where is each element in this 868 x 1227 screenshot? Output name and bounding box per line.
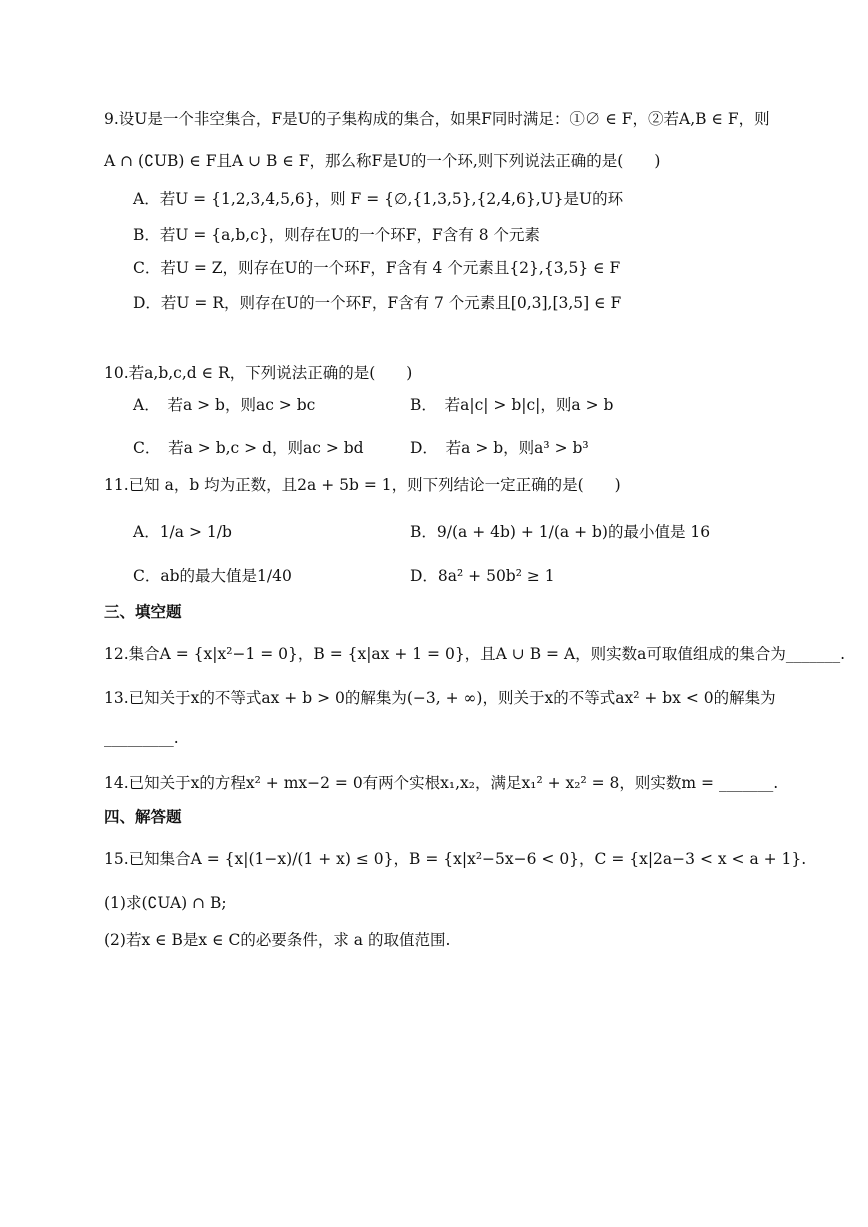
q9-line2: A ∩ (∁UB) ∈ F且A ∪ B ∈ F，那么称F是U的一个环,则下列说法正确的是( ) xyxy=(104,152,661,170)
q9-option-c: C．若U = Z，则存在U的一个环F，F含有 4 个元素且{2},{3,5} ∈ F xyxy=(133,259,621,277)
q14-text: 14.已知关于x的方程x² + mx−2 = 0有两个实根x₁,x₂，满足x₁² + x₂² = 8，则实数m = _______. xyxy=(104,774,779,792)
q12-text: 12.集合A = {x|x²−1 = 0}，B = {x|ax + 1 = 0}，且A ∪ B = A，则实数a可取值组成的集合为_______. xyxy=(104,645,846,663)
q10-option-d: D． 若a > b，则a³ > b³ xyxy=(410,439,589,457)
q15-part2: (2)若x ∈ B是x ∈ C的必要条件，求 a 的取值范围. xyxy=(104,931,451,949)
q11-option-a: A．1/a > 1/b xyxy=(133,523,232,541)
section-heading-fill-in: 三、填空题 xyxy=(104,603,182,621)
q11-option-d: D．8a² + 50b² ≥ 1 xyxy=(410,567,555,585)
q10-option-c: C． 若a > b,c > d，则ac > bd xyxy=(133,439,364,457)
q11-option-b: B．9/(a + 4b) + 1/(a + b)的最小值是 16 xyxy=(410,523,711,541)
q9-option-d: D．若U = R，则存在U的一个环F，F含有 7 个元素且[0,3],[3,5] ∈ F xyxy=(133,294,622,312)
q11-stem: 11.已知 a，b 均为正数，且2a + 5b = 1，则下列结论一定正确的是( ) xyxy=(104,476,621,494)
q13-line1: 13.已知关于x的不等式ax + b > 0的解集为(−3, + ∞)，则关于x的不等式ax² + bx < 0的解集为 xyxy=(104,689,776,707)
q9-option-a: A．若U = {1,2,3,4,5,6}，则 F = {∅,{1,3,5},{2,4,6},U}是U的环 xyxy=(133,190,624,208)
q11-option-c: C．ab的最大值是1/40 xyxy=(133,567,292,585)
q9-line1: 9.设U是一个非空集合，F是U的子集构成的集合，如果F同时满足：①∅ ∈ F，②若A,B ∈ F，则 xyxy=(104,110,770,128)
q9-option-b: B．若U = {a,b,c}，则存在U的一个环F，F含有 8 个元素 xyxy=(133,226,541,244)
q10-stem: 10.若a,b,c,d ∈ R，下列说法正确的是( ) xyxy=(104,364,413,382)
q10-option-b: B． 若a|c| > b|c|，则a > b xyxy=(410,396,614,414)
q10-option-a: A． 若a > b，则ac > bc xyxy=(133,396,316,414)
q15-stem: 15.已知集合A = {x|(1−x)/(1 + x) ≤ 0}，B = {x|x²−5x−6 < 0}，C = {x|2a−3 < x < a + 1}. xyxy=(104,850,807,868)
q13-line2: _________. xyxy=(104,729,179,747)
q15-part1: (1)求(∁UA) ∩ B; xyxy=(104,894,227,912)
section-heading-solve: 四、解答题 xyxy=(104,808,182,826)
